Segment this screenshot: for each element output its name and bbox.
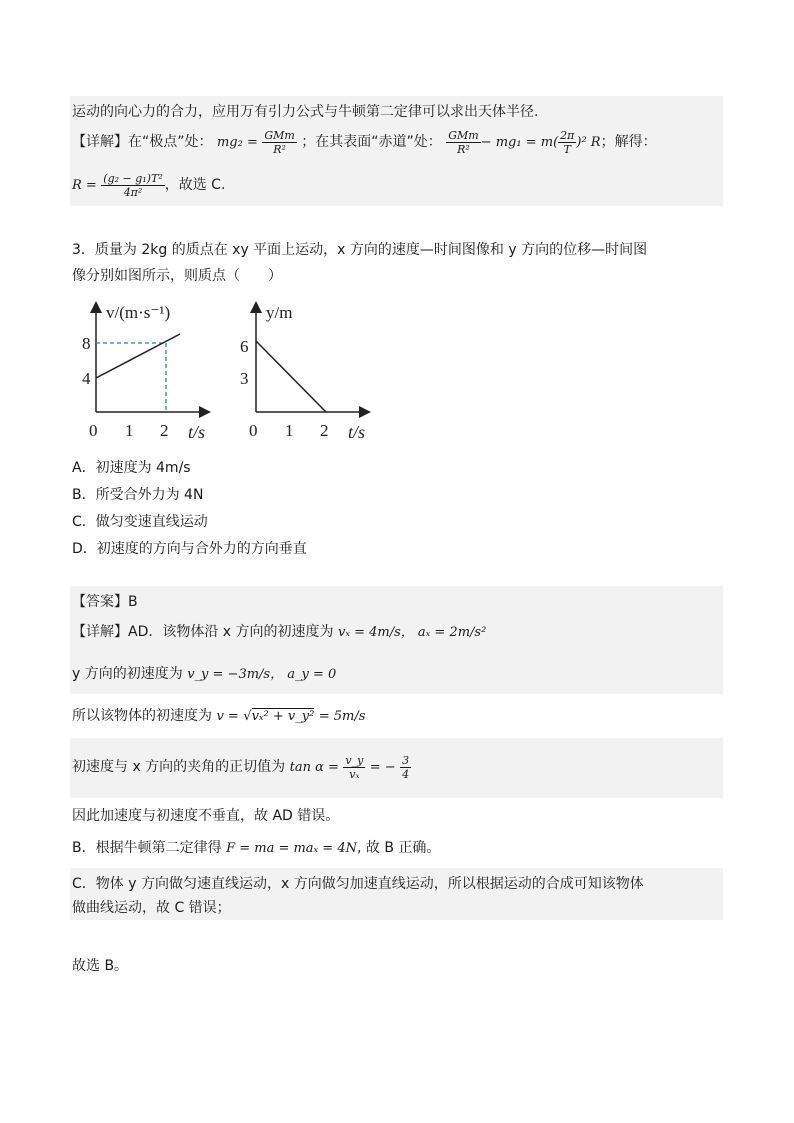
sqrt-sign: √ xyxy=(243,709,252,724)
option-a: A．初速度为 4m/s xyxy=(72,460,191,476)
d3-text: 所以该物体的初速度为 xyxy=(72,708,212,724)
d6-end: , 故 B 正确。 xyxy=(356,840,441,856)
d4-num2: 3 xyxy=(402,753,410,767)
d4-num: v_y xyxy=(345,753,364,767)
eq2-tail: )² R xyxy=(576,135,601,150)
d4-den: vₓ xyxy=(349,767,360,781)
eq2-num: GMm xyxy=(448,128,479,142)
g1-xtick-0: 0 xyxy=(89,421,98,440)
answer-detail-6 xyxy=(72,838,440,859)
answer-detail-3 xyxy=(72,706,365,727)
question-line-2: 像分别如图所示，则质点（ ） xyxy=(72,268,282,284)
g2-ytick-3: 3 xyxy=(240,369,249,388)
g2-xtick-1: 1 xyxy=(285,421,294,440)
d1-text: 【详解】AD．该物体沿 x 方向的初速度为 xyxy=(72,624,334,640)
d4-frac xyxy=(343,754,365,781)
eq2-mid: − mg₁ = m( xyxy=(480,135,559,150)
d1-math: vₓ = 4m/s， aₓ = 2m/s² xyxy=(338,625,487,640)
answer-detail-1 xyxy=(72,622,486,643)
prev-line-1: 运动的向心力的合力，应用万有引力公式与牛顿第二定律可以求出天体半径. xyxy=(72,104,539,120)
g1-xtick-1: 1 xyxy=(125,421,134,440)
eq3-num: (g₂ − g₁)T² xyxy=(103,171,163,185)
g2-displacement-line xyxy=(256,341,326,412)
detail-text-3: ；解得： xyxy=(600,134,657,150)
d6-math: F = ma = maₓ = 4N xyxy=(226,841,357,856)
g2-ylabel: y/m xyxy=(266,303,293,322)
g1-velocity-line xyxy=(96,334,180,378)
detail-label: 【详解】 xyxy=(72,134,128,150)
prev-detail-line xyxy=(72,128,657,157)
eq1-lhs: mg₂ = xyxy=(216,135,258,150)
eq1-num: GMm xyxy=(264,128,295,142)
eq2-frac xyxy=(446,129,480,156)
d4-eq: = − xyxy=(369,760,396,775)
d4-frac2 xyxy=(400,754,411,781)
option-d: D．初速度的方向与合外力的方向垂直 xyxy=(72,541,307,557)
question-line-1: 3．质量为 2kg 的质点在 xy 平面上运动，x 方向的速度—时间图像和 y 方向的位移—时间图 xyxy=(72,242,648,258)
eq3-den: 4π² xyxy=(123,185,143,199)
velocity-time-graph xyxy=(78,296,228,446)
eq2-paren-frac xyxy=(558,129,576,156)
option-b: B．所受合外力为 4N xyxy=(72,487,204,503)
eq2-den: R² xyxy=(457,142,470,156)
d4-den2: 4 xyxy=(402,767,410,781)
g2-xtick-0: 0 xyxy=(249,421,258,440)
g2-ytick-6: 6 xyxy=(240,337,249,356)
prev-result-line xyxy=(72,168,225,203)
eq3-lhs: R = xyxy=(72,178,97,193)
displacement-time-graph xyxy=(238,296,388,446)
detail-text-1: 在“极点”处： xyxy=(128,134,213,150)
eq2-pnum: 2π xyxy=(560,128,575,142)
d3-math-root: vₓ² + v_y² xyxy=(251,709,315,724)
answer-detail-4 xyxy=(72,752,411,783)
d3-math-b: = 5m/s xyxy=(318,709,366,724)
g1-ytick-4: 4 xyxy=(82,369,91,388)
eq1-frac xyxy=(262,129,296,156)
answer-detail-5: 因此加速度与初速度不垂直，故 AD 错误。 xyxy=(72,808,340,824)
detail-text-2: ；在其表面“赤道”处： xyxy=(301,134,442,150)
g2-xtick-2: 2 xyxy=(320,421,329,440)
g2-xlabel: t/s xyxy=(348,422,366,442)
detail-end: ，故选 C. xyxy=(164,177,226,193)
eq2-pden: T xyxy=(563,142,571,156)
answer-detail-2 xyxy=(72,664,336,685)
answer-final: 故选 B。 xyxy=(72,958,129,974)
g1-xlabel: t/s xyxy=(188,422,206,442)
g1-xtick-2: 2 xyxy=(160,421,169,440)
g1-ylabel: v/(m·s⁻¹) xyxy=(106,303,171,322)
g1-ytick-8: 8 xyxy=(82,334,91,353)
eq3-frac xyxy=(101,172,164,199)
d6-text: B．根据牛顿第二定律得 xyxy=(72,840,222,856)
d2-math: v_y = −3m/s， a_y = 0 xyxy=(187,667,337,682)
d4-lhs: tan α = xyxy=(289,760,339,775)
eq1-den: R² xyxy=(273,142,286,156)
answer-line: 【答案】B xyxy=(72,594,138,610)
d3-math-a: v = xyxy=(216,709,239,724)
answer-detail-7b: 做曲线运动，故 C 错误； xyxy=(72,900,231,916)
d2-text: y 方向的初速度为 xyxy=(72,666,183,682)
option-c: C．做匀变速直线运动 xyxy=(72,514,208,530)
d4-text: 初速度与 x 方向的夹角的正切值为 xyxy=(72,759,286,775)
answer-detail-7a: C．物体 y 方向做匀速直线运动，x 方向做匀加速直线运动，所以根据运动的合成可知该物体 xyxy=(72,876,644,892)
